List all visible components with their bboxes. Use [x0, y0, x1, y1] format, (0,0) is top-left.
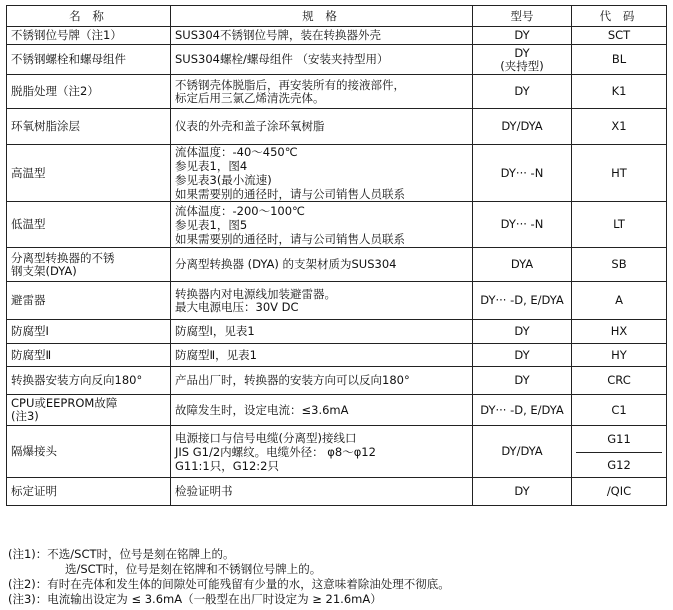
item-name-cell [7, 75, 171, 109]
spec-cell [171, 395, 473, 426]
model-cell [473, 320, 572, 344]
spec-cell-line: 产品出厂时，转换器的安装方向可以反向180° [175, 373, 410, 387]
note-3: (注3)：电流输出设定为 ≤ 3.6mA（一般型在出厂时设定为 ≥ 21.6mA） [8, 592, 382, 606]
model-cell [473, 109, 572, 145]
item-name-cell-line: 不锈钢位号牌（注1） [11, 28, 122, 42]
code-cell: HX [572, 320, 667, 344]
note-1: (注1)：不选/SCT时，位号是刻在铭牌上的。 [8, 547, 235, 561]
spec-cell-line: 标定后用三氯乙烯清洗壳体。 [175, 90, 325, 105]
model-cell [473, 75, 572, 109]
table-row [7, 145, 667, 202]
spec-cell [171, 344, 473, 367]
model-cell-line: DY [514, 324, 530, 338]
spec-cell-line: 参见表1，图4 [175, 159, 248, 173]
note-1-continued: 选/SCT时，位号是刻在铭牌和不锈钢位号牌上的。 [65, 562, 322, 576]
spec-cell-line: SUS304螺栓/螺母组件 （安装夹持型用） [175, 52, 389, 66]
model-cell-line: DY··· -N [500, 165, 544, 180]
spec-cell [171, 248, 473, 282]
model-cell [473, 282, 572, 320]
spec-cell [171, 27, 473, 45]
item-name-cell [7, 109, 171, 145]
model-cell-line: (夹持型) [500, 58, 544, 73]
model-cell [473, 426, 572, 478]
model-cell-line: DY/DYA [501, 444, 543, 458]
spec-cell-line: JIS G1/2内螺纹。电缆外径： φ8～φ12 [175, 444, 376, 459]
header-code: 代 码 [572, 6, 667, 27]
code-cell: HT [572, 145, 667, 202]
spec-cell-line: 最大电源电压：30V DC [175, 299, 299, 314]
spec-cell-line: 防腐型Ⅱ，见表1 [175, 347, 257, 362]
model-cell-line: DY [514, 84, 530, 98]
spec-cell [171, 45, 473, 75]
model-cell [473, 202, 572, 248]
item-name-cell-line: 避雷器 [11, 293, 46, 307]
item-name-cell-line: 防腐型Ⅰ [11, 324, 49, 338]
item-name-cell-line: 转换器安装方向反向180° [11, 373, 143, 387]
spec-cell-line: 参见表3(最小流速) [175, 173, 272, 187]
model-cell [473, 367, 572, 395]
model-cell-line: DY [514, 373, 530, 387]
item-name-cell-line: 钢支架(DYA) [11, 263, 77, 278]
model-cell [473, 145, 572, 202]
table-row [7, 202, 667, 248]
spec-cell-line: 防腐型Ⅰ，见表1 [175, 324, 255, 338]
spec-cell-line: SUS304不锈钢位号牌，装在转换器外壳 [175, 28, 381, 42]
model-cell [473, 27, 572, 45]
table-row [7, 344, 667, 367]
code-cell: SCT [572, 27, 667, 45]
code-cell: /QIC [572, 478, 667, 506]
item-name-cell-line: 不锈钢螺栓和螺母组件 [11, 52, 126, 66]
notes [8, 547, 668, 607]
code-cell: K1 [572, 75, 667, 109]
spec-cell-line: 故障发生时，设定电流：≤3.6mA [175, 402, 349, 417]
item-name-cell [7, 395, 171, 426]
item-name-cell-line: 脱脂处理（注2） [11, 84, 99, 98]
item-name-cell [7, 344, 171, 367]
spec-cell [171, 282, 473, 320]
spec-cell-line: 不锈钢壳体脱脂后，再安装所有的接液部件， [175, 77, 405, 92]
code-value: G11 [576, 426, 662, 453]
spec-cell [171, 109, 473, 145]
model-cell-line: DY··· -N [500, 217, 544, 231]
spec-cell-line: 参见表1，图5 [175, 217, 248, 232]
item-name-cell-line: 高温型 [11, 165, 46, 180]
spec-cell-line: 流体温度：-40～450℃ [175, 145, 298, 159]
spec-cell-line: 流体温度：-200～100℃ [175, 203, 305, 218]
item-name-cell-line: 隔爆接头 [11, 444, 57, 458]
item-name-cell [7, 426, 171, 478]
spec-cell [171, 367, 473, 395]
spec-cell [171, 75, 473, 109]
table-row [7, 395, 667, 426]
spec-cell [171, 145, 473, 202]
item-name-cell [7, 45, 171, 75]
spec-cell [171, 478, 473, 506]
item-name-cell [7, 248, 171, 282]
model-cell-line: DY [514, 347, 530, 362]
code-cell: SB [572, 248, 667, 282]
item-name-cell-line: 低温型 [11, 217, 46, 231]
model-cell-line: DY [514, 484, 530, 498]
code-cell: CRC [572, 367, 667, 395]
spec-cell-line: 分离型转换器 (DYA) 的支架材质为SUS304 [175, 257, 397, 271]
spec-cell-line: 检验证明书 [175, 484, 233, 498]
item-name-cell-line: 标定证明 [11, 484, 57, 498]
spec-cell-line: 如果需要别的通径时，请与公司销售人员联系 [175, 231, 405, 246]
model-cell-line: DY [514, 45, 530, 60]
model-cell-line: DY··· -D, E/DYA [480, 293, 564, 307]
item-name-cell [7, 202, 171, 248]
code-cell: LT [572, 202, 667, 248]
item-name-cell [7, 320, 171, 344]
header-model: 型号 [473, 6, 572, 27]
item-name-cell [7, 282, 171, 320]
model-cell [473, 395, 572, 426]
code-cell: X1 [572, 109, 667, 145]
header-row [7, 6, 667, 27]
spec-table [6, 5, 667, 506]
table-row [7, 478, 667, 506]
item-name-cell-line: 防腐型Ⅱ [11, 347, 52, 362]
item-name-cell-line: (注3) [11, 409, 39, 423]
code-cell-split [572, 426, 667, 478]
spec-cell-line: 如果需要别的通径时，请与公司销售人员联系 [175, 187, 405, 201]
model-cell-line: DY··· -D, E/DYA [480, 402, 564, 417]
spec-cell-line: 电源接口与信号电缆(分离型)接线口 [175, 430, 357, 445]
table-row [7, 248, 667, 282]
table-row [7, 320, 667, 344]
note-2: (注2)：有时在壳体和发生体的间隙处可能残留有少量的水，这意味着除油处理不彻底。 [8, 577, 450, 591]
table-row [7, 426, 667, 478]
table-row [7, 45, 667, 75]
spec-cell [171, 320, 473, 344]
code-cell: A [572, 282, 667, 320]
model-cell-line: DY [514, 28, 530, 42]
model-cell [473, 45, 572, 75]
table-row [7, 367, 667, 395]
item-name-cell [7, 367, 171, 395]
item-name-cell-line: 分离型转换器的不锈 [11, 250, 115, 265]
spec-cell-line: 转换器内对电源线加装避雷器。 [175, 286, 336, 301]
item-name-cell-line: CPU或EEPROM故障 [11, 396, 118, 410]
spec-cell-line: 仪表的外壳和盖子涂环氧树脂 [175, 119, 325, 133]
item-name-cell-line: 环氧树脂涂层 [11, 119, 80, 133]
code-cell: BL [572, 45, 667, 75]
table-row [7, 27, 667, 45]
header-name: 名 称 [7, 6, 171, 27]
spec-cell [171, 426, 473, 478]
item-name-cell [7, 145, 171, 202]
table-row [7, 109, 667, 145]
model-cell-line: DYA [510, 257, 534, 271]
table-row [7, 75, 667, 109]
spec-cell [171, 202, 473, 248]
item-name-cell [7, 478, 171, 506]
table-row [7, 282, 667, 320]
code-cell: C1 [572, 395, 667, 426]
code-value: G12 [607, 457, 631, 472]
spec-cell-line: G11:1只，G12:2只 [175, 458, 279, 473]
model-cell [473, 478, 572, 506]
model-cell [473, 344, 572, 367]
code-cell: HY [572, 344, 667, 367]
header-spec: 规 格 [171, 6, 473, 27]
model-cell [473, 248, 572, 282]
model-cell-line: DY/DYA [501, 119, 543, 133]
item-name-cell [7, 27, 171, 45]
